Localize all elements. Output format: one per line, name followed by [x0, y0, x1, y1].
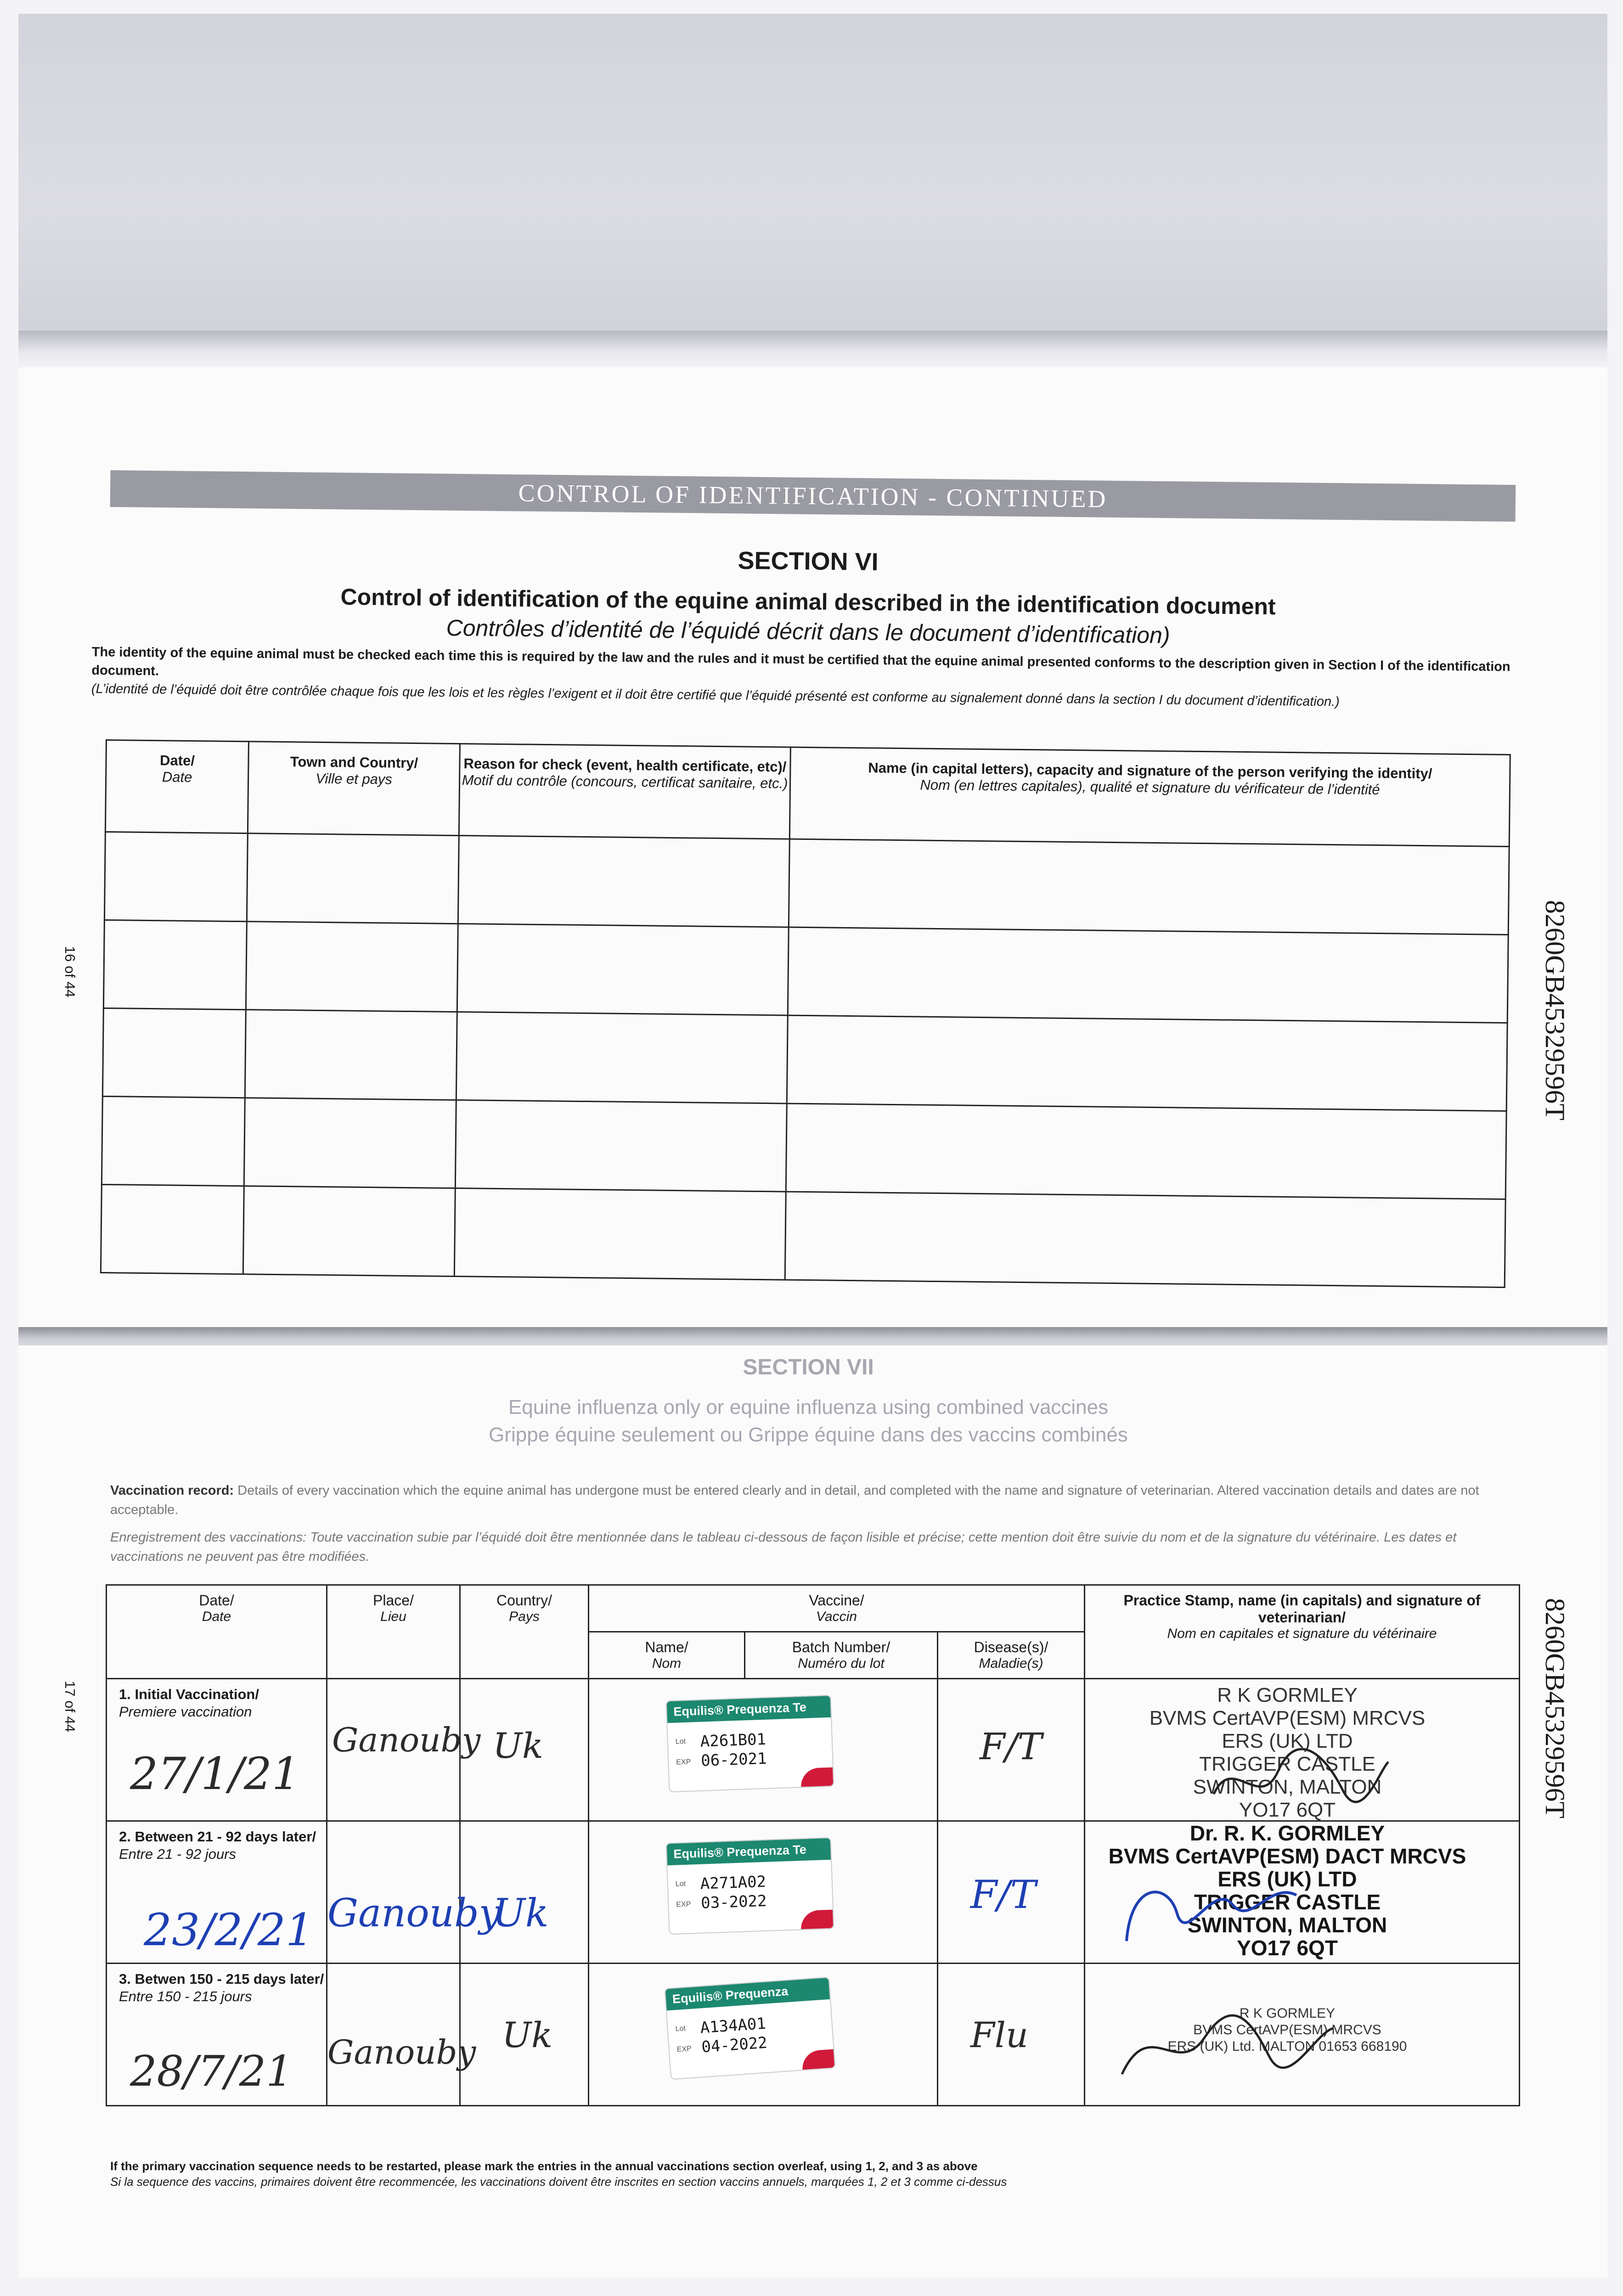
col-date: Date/ Date	[107, 1585, 327, 1679]
record-note-fr: Enregistrement des vaccinations: Toute vaccination subie par l’équidé doit être mentionnée dans le tableau ci-dessous de façon lisible et précise; cette mention doit être suivie du nom et de la signature du vétérinaire. Les dates et vaccinations ne peuvent pas être modifiées.	[110, 1530, 1457, 1564]
sticker-tab	[800, 1910, 833, 1929]
table-row	[107, 1679, 1520, 1821]
batch-number: A271A02	[700, 1872, 766, 1893]
section-banner: CONTROL OF IDENTIFICATION - CONTINUED	[110, 470, 1516, 522]
place-value: Ganouby	[327, 1891, 501, 1936]
col-vaccine: Vaccine/ Vaccin	[589, 1585, 1085, 1632]
identity-check-table	[100, 739, 1511, 1288]
col-vaccine-name: Name/ Nom	[589, 1632, 745, 1679]
country-value: Uk	[493, 1891, 549, 1936]
date-cell[interactable]	[107, 1821, 327, 1964]
disease-value: F/T	[970, 1872, 1036, 1917]
col-reason: Reason for check (event, health certificate, etc)/ Motif du contrôle (concours, certificat sanitaire, etc.)	[459, 744, 790, 839]
vaccine-sticker-cell[interactable]	[589, 1821, 938, 1964]
disease-cell[interactable]	[938, 1821, 1085, 1964]
section-vi-subtitle-en: Control of identification of the equine animal described in the identification document	[340, 584, 1276, 619]
intro-en: The identity of the equine animal must be checked each time this is required by the law and the rules and it must be certified that the equine animal presented conforms to the description given in Section I of the identification document.	[91, 644, 1510, 679]
col-place: Place/ Lieu	[327, 1585, 460, 1679]
expiry-date: 04-2022	[701, 2033, 768, 2057]
col-country: Country/ Pays	[460, 1585, 589, 1679]
document-id-upper: 8260GB45329596T	[1540, 900, 1570, 1120]
col-verifier: Name (in capital letters), capacity and signature of the person verifying the identity/ Nom (en lettres capitales), qualité et signature du vérificateur de l’identité	[789, 747, 1510, 846]
table-row	[107, 1821, 1520, 1964]
col-date: Date/ Date	[105, 740, 248, 833]
vaccination-date: 28/7/21	[130, 2047, 293, 2096]
section-vii-title: SECTION VII	[743, 1355, 874, 1379]
sticker-brand: Equilis® Prequenza	[665, 1978, 830, 2011]
page-edge	[18, 331, 1607, 367]
date-cell[interactable]	[107, 1964, 327, 2106]
section-vi-title: SECTION VI	[738, 546, 879, 576]
sticker-brand: Equilis® Prequenza Te	[667, 1696, 831, 1723]
vaccination-date: 27/1/21	[130, 1748, 300, 1800]
col-batch-number: Batch Number/ Numéro du lot	[745, 1632, 938, 1679]
row-label: 1. Initial Vaccination/ Premiere vaccination	[119, 1686, 259, 1720]
section-vii-subtitle-fr: Grippe équine seulement ou Grippe équine dans des vaccins combinés	[489, 1424, 1128, 1446]
batch-number: A134A01	[699, 2014, 767, 2037]
place-cell[interactable]	[327, 1964, 476, 2106]
country-cell[interactable]	[460, 1679, 589, 1821]
place-cell[interactable]	[327, 1679, 481, 1821]
country-cell[interactable]	[460, 1821, 589, 1964]
vaccine-sticker-cell[interactable]	[589, 1964, 938, 2106]
footnote	[110, 2158, 1516, 2189]
vet-stamp: Dr. R. K. GORMLEY BVMS CertAVP(ESM) DACT MRCVS ERS (UK) LTD TRIGGER CASTLE SWINTON, MALTON YO17 6QT	[1108, 1821, 1466, 1960]
sticker-tab	[800, 1767, 833, 1787]
intro-fr: (L’identité de l’équidé doit être contrôlée chaque fois que les lois et les règles l’exigent et il doit être certifié que l’équidé présenté est conforme au signalement donné dans la section I du document d’identification.)	[91, 681, 1340, 709]
col-disease: Disease(s)/ Maladie(s)	[938, 1632, 1085, 1679]
disease-value: F/T	[980, 1725, 1042, 1768]
vaccination-record-notes	[110, 1481, 1520, 1566]
sticker-brand: Equilis® Prequenza Te	[667, 1838, 831, 1865]
footnote-fr: Si la sequence des vaccins, primaires doivent être recommencée, les vaccinations doivent être inscrites en section vaccins annuels, marquées 1, 2 et 3 comme ci-dessus	[110, 2175, 1007, 2189]
table-row	[107, 1964, 1520, 2106]
sticker-tab	[801, 2049, 835, 2070]
place-value: Ganouby	[327, 2033, 476, 2071]
place-cell[interactable]	[327, 1821, 501, 1964]
table-row	[102, 1008, 1507, 1111]
col-veterinarian: Practice Stamp, name (in capitals) and signature of veterinarian/ Nom en capitales et signature du vétérinaire	[1085, 1585, 1520, 1679]
vet-stamp: R K GORMLEY BVMS CertAVP(ESM) MRCVS ERS (UK) LTD TRIGGER CASTLE SWINTON, MALTON YO17 6QT	[1149, 1684, 1426, 1821]
section-vii-subtitle-en: Equine influenza only or equine influenza using combined vaccines	[508, 1396, 1109, 1418]
disease-cell[interactable]	[938, 1964, 1085, 2106]
vaccination-date: 23/2/21	[144, 1904, 314, 1956]
vet-stamp: R K GORMLEY BVMS CertAVP(ESM) MRCVS ERS (UK) Ltd. MALTON 01653 668190	[1167, 2006, 1407, 2054]
vaccine-sticker: Equilis® Prequenza Te Lot A271A02 EXP 03-2022	[666, 1837, 834, 1935]
scan-background	[18, 14, 1607, 363]
expiry-date: 06-2021	[700, 1749, 767, 1770]
vaccine-sticker-cell[interactable]	[589, 1679, 938, 1821]
vaccine-sticker: Equilis® Prequenza Lot A134A01 EXP 04-2022	[664, 1977, 835, 2080]
vet-signature	[1113, 2001, 1342, 2093]
table-row	[101, 1184, 1505, 1287]
vaccine-sticker: Equilis® Prequenza Te Lot A261B01 EXP 06-2021	[666, 1695, 834, 1792]
page-number-17: 17 of 44	[62, 1681, 78, 1733]
vet-cell[interactable]	[1085, 1679, 1520, 1821]
vet-cell[interactable]	[1085, 1821, 1520, 1964]
disease-value: Flu	[970, 2015, 1028, 2055]
table-row	[104, 832, 1509, 935]
batch-number: A261B01	[700, 1730, 766, 1751]
vet-cell[interactable]	[1085, 1964, 1520, 2106]
table-row	[101, 1096, 1506, 1199]
disease-cell[interactable]	[938, 1679, 1085, 1821]
date-cell[interactable]	[107, 1679, 327, 1821]
record-note-en: Vaccination record: Details of every vaccination which the equine animal has undergone must be entered clearly and in detail, and completed with the name and signature of veterinarian. Altered vaccination details and dates are not acceptable.	[110, 1483, 1479, 1517]
section-vi-subtitle-fr: Contrôles d’identité de l’équidé décrit dans le document d’identification)	[446, 615, 1170, 648]
row-label: 3. Betwen 150 - 215 days later/ Entre 150 - 215 jours	[119, 1971, 324, 2004]
footnote-en: If the primary vaccination sequence needs to be restarted, please mark the entries in the annual vaccinations section overleaf, using 1, 2, and 3 as above	[110, 2159, 978, 2173]
document-id-lower: 8260GB45329596T	[1540, 1598, 1570, 1818]
place-value: Ganouby	[332, 1721, 481, 1759]
vet-signature	[1205, 1744, 1398, 1817]
page-number-16: 16 of 44	[62, 946, 78, 998]
table-row	[103, 920, 1508, 1023]
col-town-country: Town and Country/ Ville et pays	[248, 742, 460, 836]
country-cell[interactable]	[460, 1964, 589, 2106]
country-value: Uk	[502, 2015, 553, 2055]
vaccination-table	[106, 1584, 1520, 2106]
vet-signature	[1113, 1863, 1306, 1955]
expiry-date: 03-2022	[700, 1891, 767, 1913]
country-value: Uk	[493, 1725, 544, 1766]
row-label: 2. Between 21 - 92 days later/ Entre 21 - 92 jours	[119, 1829, 316, 1862]
